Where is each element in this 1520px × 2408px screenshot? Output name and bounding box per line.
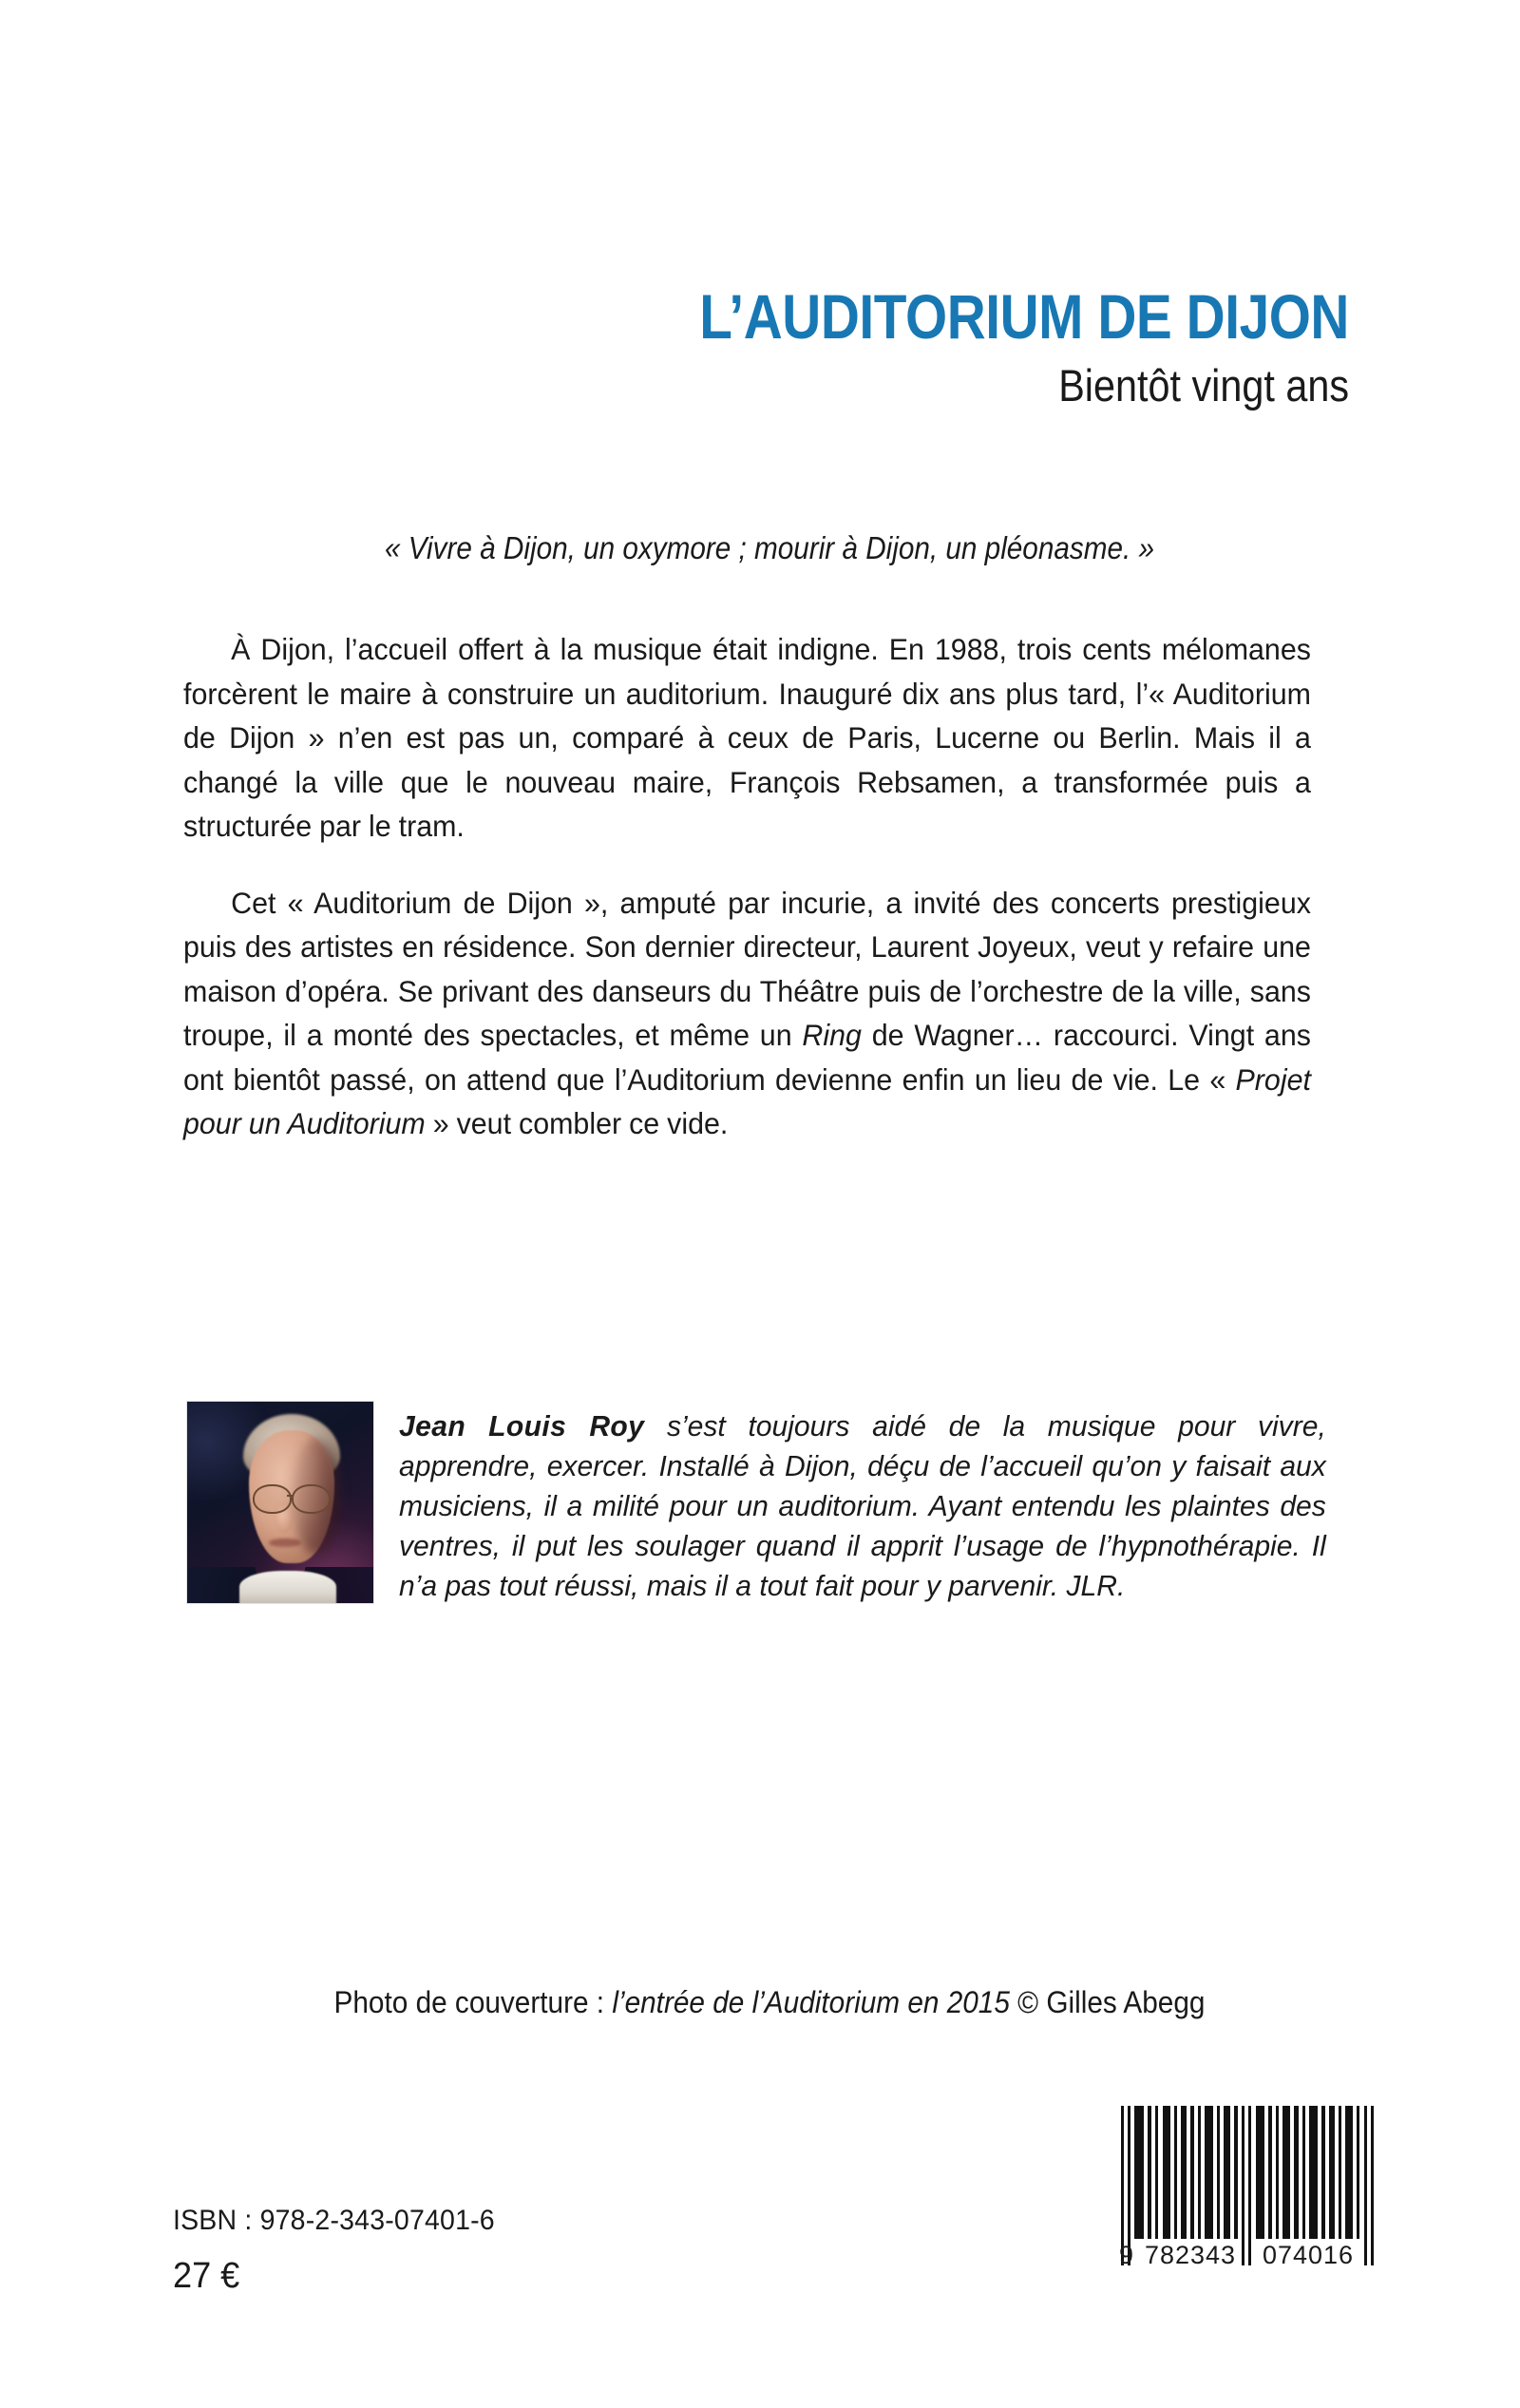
footer [0,2157,1520,2366]
isbn-text: ISBN : 978-2-343-07401-6 [173,2205,495,2236]
author-bio [186,1401,1355,1606]
author-bio-body: s’est toujours aidé de la musique pour vivre, apprendre, exercer. Installé à Dijon, déçu de l’accueil qu’on y faisait aux musiciens, il a milité pour un auditorium. Ayant entendu les plaintes des ventres, il put les soulager quand il apprit l’usage de l’hypnothérapie. Il n’a pas tout réussi, mais il a tout fait pour y parvenir. JLR. [399,1409,1326,1602]
photo-eyeglass-bridge [287,1495,294,1497]
page-title: L’AUDITORIUM DE DIJON [699,281,1349,352]
barcode-digit-first: 9 [1119,2241,1135,2269]
author-name: Jean Louis Roy [399,1409,645,1443]
blurb-p2-title-projet: Projet pour un Auditorium [183,1061,1311,1140]
barcode-digits-left: 782343 [1144,2241,1237,2269]
photo-shirt-collar [239,1571,336,1604]
blurb-p2-segment-1: Cet « Auditorium de Dijon », amputé par incurie, a invité des concerts prestigieux puis des artistes en résidence. Son dernier directeur, Laurent Joyeux, veut y refaire une maison d’opéra. Se privant des danseurs du Théâtre puis de l’orchestre de la ville, sans troupe, il a monté des spectacles, et même un [183,885,1311,1052]
photo-eyeglass-right [292,1484,331,1515]
author-photo [186,1401,374,1604]
barcode-digits-right: 074016 [1262,2241,1355,2269]
price-text: 27 € [173,2256,240,2296]
blurb-paragraph-1: À Dijon, l’accueil offert à la musique était indigne. En 1988, trois cents mélomanes forcèrent le maire à construire un auditorium. Inauguré dix ans plus tard, l’« Auditorium de Dijon » n’en est pas un, comparé à ceux de Paris, Lucerne ou Berlin. Mais il a changé la ville que le nouveau maire, François Rebsamen, a transformée puis a structurée par le tram. [183,632,1311,843]
cover-photo-credit-copyright: © Gilles Abegg [1009,1985,1206,2019]
epigraph-quote: « Vivre à Dijon, un oxymore ; mourir à Dijon, un pléonasme. » [385,530,1154,565]
blurb-p2-title-ring: Ring [802,1018,862,1052]
blurb-paragraph-2 [183,881,1311,1146]
cover-photo-credit-caption: l’entrée de l’Auditorium en 2015 [612,1985,1010,2019]
photo-eyeglass-left [253,1484,292,1515]
blurb-p2-segment-2: de Wagner… raccourci. Vingt ans ont bientôt passé, on attend que l’Auditorium devienne enfin un lieu de vie. Le « [183,1018,1311,1097]
title-block [190,281,1349,411]
photo-mouth [269,1538,300,1546]
barcode [1117,2106,1379,2270]
author-bio-text [399,1401,1326,1606]
page-subtitle: Bientôt vingt ans [1058,360,1349,411]
cover-photo-credit [231,1984,1309,2020]
blurb-text [183,627,1352,1146]
blurb-p2-segment-3: » veut combler ce vide. [425,1106,729,1140]
cover-photo-credit-label: Photo de couverture : [333,1985,613,2019]
